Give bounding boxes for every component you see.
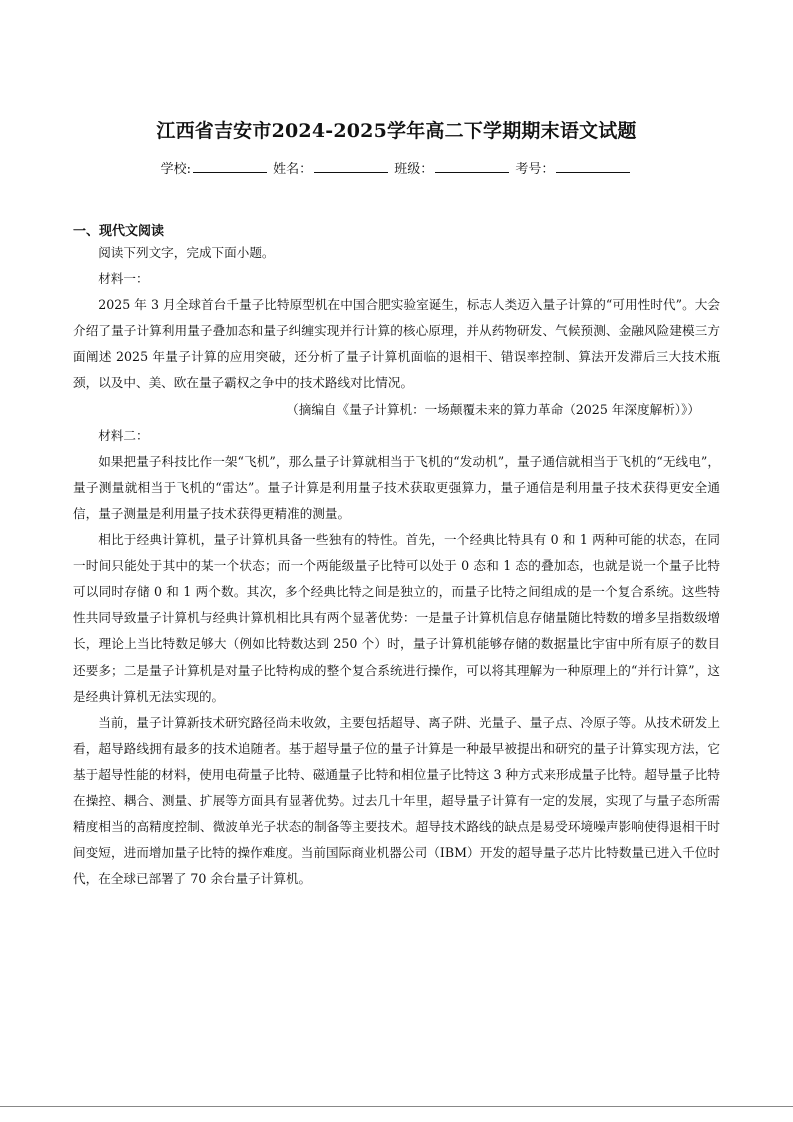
material2-label: 材料二： xyxy=(98,427,149,443)
instruction-text: 阅读下列文字，完成下面小题。 xyxy=(98,245,275,260)
material2-paragraph-3: 当前，量子计算新技术研究路径尚未收敛，主要包括超导、离子阱、光量子、量子点、冷原子等。从技术研发上看，超导路线拥有最多的技术追随者。基于超导量子位的量子计算是一种最早被提出和研究的量子计算实现方法，它基于超导性能的材料，使用电荷量子比特、磁通量子比特和相位量子比特这 3 种方式来形成量子比特。超导量子比特在操控、耦合、测量、扩展等方面具有显著优势。过去几十年里，超导量子计算有一定的发展，实现了与量子态所需精度相当的高精度控制、微波单光子状态的制备等主要技术。超导技术路线的缺点是易受环境噪声影响使得退相干时间变短，进而增加量子比特的操作难度。当前国际商业机器公司（IBM）开发的超导量子芯片比特数量已进入千位时代，在全球已部署了 70 余台量子计算机。 xyxy=(73,714,720,887)
school-label: 学校: xyxy=(160,162,191,177)
reading-passage xyxy=(73,240,720,892)
name-blank xyxy=(314,160,388,173)
name-label: 姓名： xyxy=(273,162,313,177)
class-label: 班级： xyxy=(394,162,434,177)
exam-no-label: 考号： xyxy=(515,162,555,177)
page-title: 江西省吉安市2024-2025学年高二下学期期末语文试题 xyxy=(156,120,637,142)
material1-source: （摘编自《量子计算机：一场颠覆未来的算力革命（2025 年深度解析）》） xyxy=(286,401,700,417)
class-blank xyxy=(435,160,509,173)
material1-label: 材料一： xyxy=(98,271,149,287)
section-heading: 一、现代文阅读 xyxy=(73,224,165,239)
student-info-line xyxy=(0,158,793,177)
school-blank xyxy=(193,160,267,173)
material1-paragraph: 2025 年 3 月全球首台千量子比特原型机在中国合肥实验室诞生，标志人类迈入量子计算的“可用性时代”。大会介绍了量子计算利用量子叠加态和量子纠缠实现并行计算的核心原理，并从药物研发、气候预测、金融风险建模三方面阐述 2025 年量子计算的应用突破，还分析了量子计算机面临的退相干、错误率控制、算法开发滞后三大技术瓶颈，以及中、美、欧在量子霸权之争中的技术路线对比情况。 xyxy=(73,297,720,391)
exam-no-blank xyxy=(556,160,630,173)
material2-paragraph-2: 相比于经典计算机，量子计算机具备一些独有的特性。首先，一个经典比特具有 0 和 1 两种可能的状态，在同一时间只能处于其中的某一个状态；而一个两能级量子比特可以处于 0 态和 1 态的叠加态，也就是说一个量子比特可以同时存储 0 和 1 两个数。其次，多个经典比特之间是独立的，而量子比特之间组成的是一个复合系统。这些特性共同导致量子计算机与经典计算机相比具有两个显著优势：一是量子计算机信息存储量随比特数的增多呈指数级增长，理论上当比特数足够大（例如比特数达到 250 个）时，量子计算机能够存储的数据量比宇宙中所有原子的数目还要多；二是量子计算机是对量子比特构成的整个复合系统进行操作，可以将其理解为一种原理上的“并行计算”，这是经典计算机无法实现的。 xyxy=(73,532,720,704)
page-bottom-divider xyxy=(0,1106,793,1107)
material2-paragraph-1: 如果把量子科技比作一架“飞机”，那么量子计算就相当于飞机的“发动机”，量子通信就相当于飞机的“无线电”，量子测量就相当于飞机的“雷达”。量子计算是利用量子技术获取更强算力，量子通信是利用量子技术获得更安全通信，量子测量是利用量子技术获得更精准的测量。 xyxy=(73,453,720,521)
